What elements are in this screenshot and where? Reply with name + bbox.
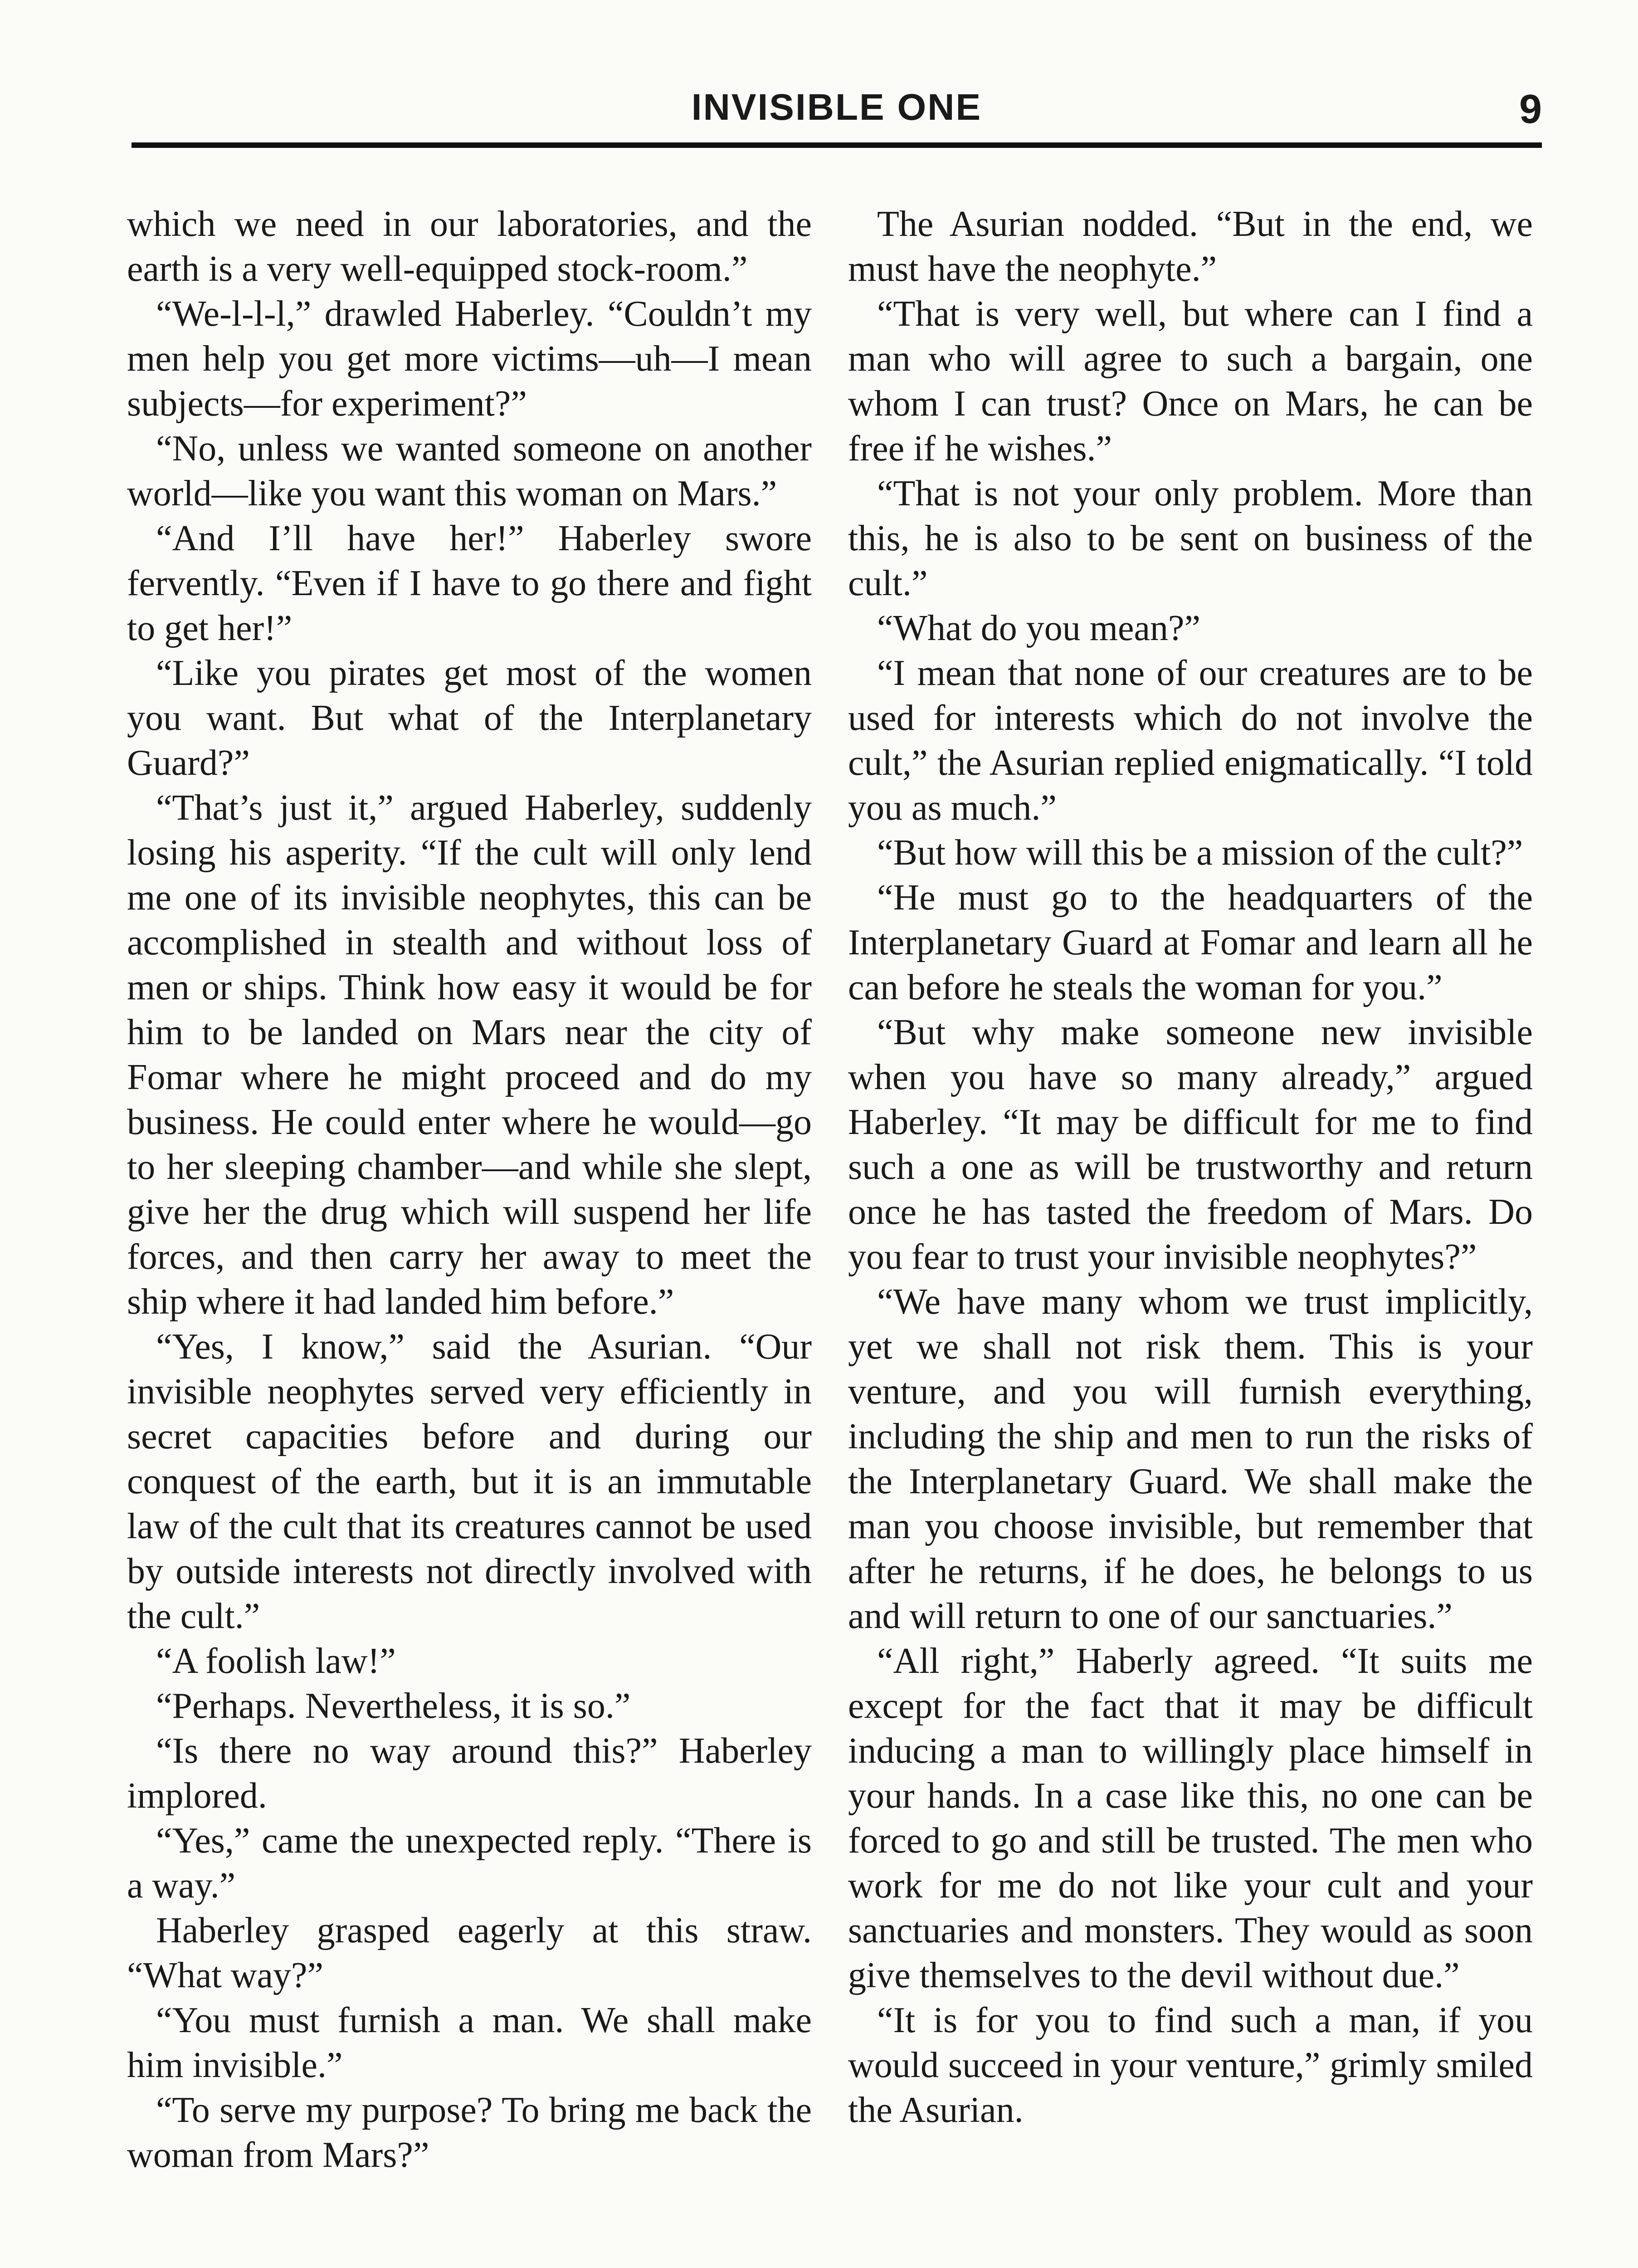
paragraph: “That is very well, but where can I find a man who will agree to such a bargain, one whom I can trust? Once on Mars, he can be free if he wishes.” (848, 294, 1533, 469)
paragraph: “And I’ll have her!” Haberley swore fervently. “Even if I have to go there and fight to get her!” (127, 518, 812, 648)
paragraph: “I mean that none of our creatures are to be used for interests which do not involve the cult,” the Asurian replied enigmatically. “I told you as much.” (848, 653, 1533, 828)
paragraph: “No, unless we wanted someone on another world—like you want this woman on Mars.” (127, 429, 812, 513)
paragraph: “We have many whom we trust implicitly, yet we shall not risk them. This is your venture, and you will furnish everything, including the ship and men to run the risks of the Interplanetary Guard. We shall make the man you choose invisible, but remember that after he returns, if he does, he belongs to us and will return to one of our sanctuaries.” (848, 1282, 1533, 1636)
paragraph: Haberley grasped eagerly at this straw. “What way?” (127, 1911, 812, 1995)
page-number: 9 (1519, 87, 1542, 132)
paragraph: “It is for you to find such a man, if you would succeed in your venture,” grimly smiled the Asurian. (848, 2000, 1533, 2130)
paragraph: “You must furnish a man. We shall make him invisible.” (127, 2000, 812, 2085)
paragraph: The Asurian nodded. “But in the end, we must have the neophyte.” (848, 204, 1533, 289)
paragraph: “To serve my purpose? To bring me back the woman from Mars?” (127, 2090, 812, 2175)
paragraph: “But how will this be a mission of the cult?” (877, 833, 1523, 873)
paragraph: “What do you mean?” (877, 608, 1201, 648)
paragraph: “Yes,” came the unexpected reply. “There is a way.” (127, 1821, 812, 1906)
paragraph: “That’s just it,” argued Haberley, suddenly losing his asperity. “If the cult will only lend me one of its invisible neophytes, this can be accomplished in stealth and without loss of men or ships. Think how easy it would be for him to be landed on Mars near the city of Fomar where he might proceed and do my business. He could enter where he would—go to her sleeping chamber—and while she slept, give her the drug which will suspend her life forces, and then carry her away to meet the ship where it had landed him before.” (127, 788, 812, 1322)
page-header (132, 86, 1542, 150)
paragraph: “Yes, I know,” said the Asurian. “Our invisible neophytes served very efficiently in secret capacities before and during our conquest of the earth, but it is an immutable law of the cult that its creatures cannot be used by outside interests not directly involved with the cult.” (127, 1327, 812, 1636)
right-column (848, 202, 1533, 2133)
paragraph: “That is not your only problem. More than this, he is also to be sent on business of the cult.” (848, 474, 1533, 603)
left-column (127, 202, 812, 2178)
paragraph: “But why make someone new invisible when you have so many already,” argued Haberley. “It may be difficult for me to find such a one as will be trustworthy and return once he has tasted the freedom of Mars. Do you fear to trust your invisible neophytes?” (848, 1012, 1533, 1277)
header-rule (132, 142, 1542, 148)
paragraph: “Is there no way around this?” Haberley implored. (127, 1731, 812, 1816)
running-title: INVISIBLE ONE (691, 87, 982, 128)
paragraph: “All right,” Haberly agreed. “It suits me except for the fact that it may be difficult inducing a man to willingly place himself in your hands. In a case like this, no one can be forced to go and still be trusted. The men who work for me do not like your cult and your sanctuaries and monsters. They would as soon give themselves to the devil without due.” (848, 1641, 1533, 1995)
paragraph: “A foolish law!” (156, 1641, 396, 1681)
paragraph: “Perhaps. Nevertheless, it is so.” (156, 1686, 631, 1726)
paragraph: “He must go to the headquarters of the Interplanetary Guard at Fomar and learn all he can before he steals the woman for you.” (848, 878, 1533, 1007)
paragraph: which we need in our laboratories, and the earth is a very well-equipped stock-room.” (127, 204, 812, 289)
paragraph: “We-l-l-l,” drawled Haberley. “Couldn’t my men help you get more victims—uh—I mean subjects—for experiment?” (127, 294, 812, 424)
paragraph: “Like you pirates get most of the women you want. But what of the Interplanetary Guard?” (127, 653, 812, 783)
